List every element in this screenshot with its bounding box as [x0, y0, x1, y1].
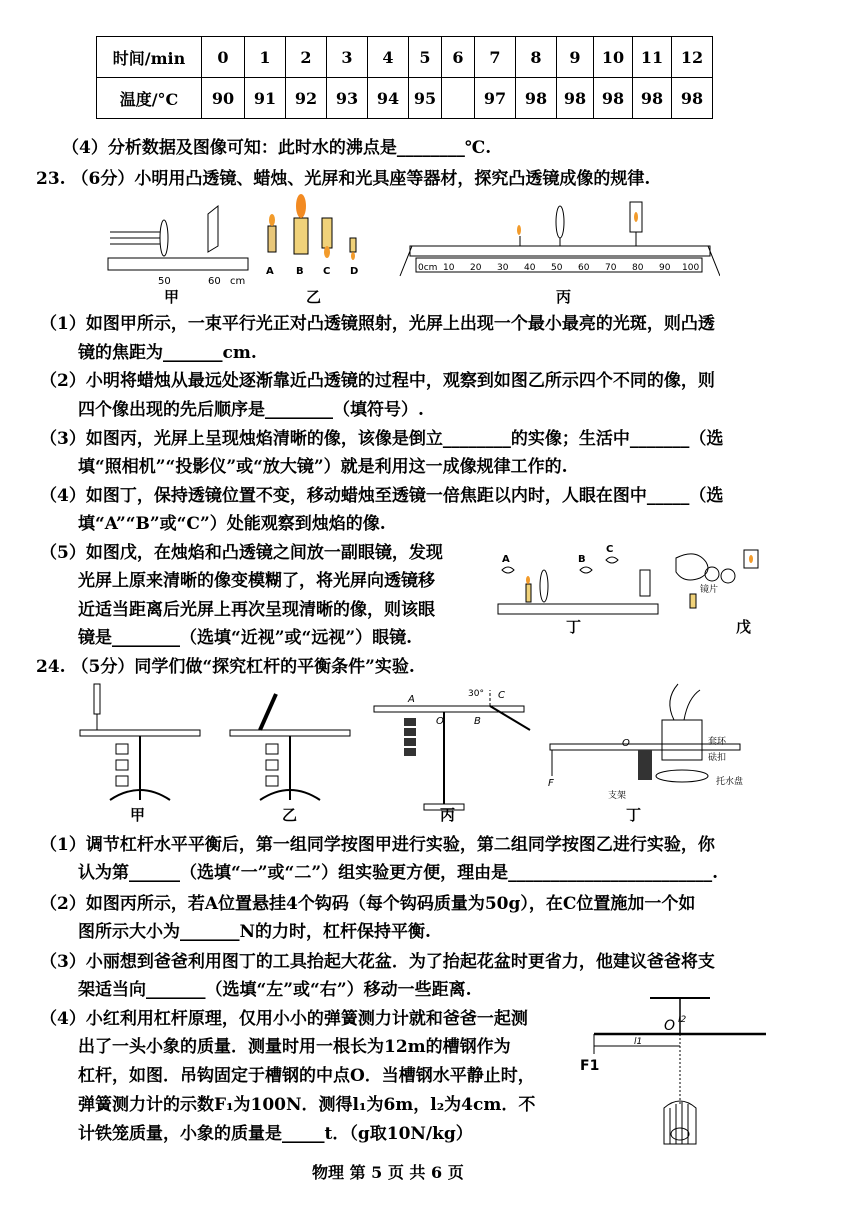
- table-cell: 10: [594, 37, 633, 78]
- figure-label-jia: 甲: [164, 288, 180, 306]
- q24-part2a: （2）如图丙所示，若A位置悬挂4个钩码（每个钩码质量为50g），在C位置施加一个如: [40, 894, 696, 914]
- figure-jia-lens-bench: [108, 206, 248, 287]
- q23-part1b: 镜的焦距为_______cm.: [78, 343, 257, 363]
- table-cell: 98: [594, 78, 633, 119]
- letter-label: A: [408, 694, 415, 705]
- letter-label: C: [323, 266, 331, 277]
- letter-label: F1: [580, 1058, 600, 1074]
- table-header-temp: 温度/°C: [97, 78, 202, 119]
- table-cell: 12: [672, 37, 713, 78]
- part-label: 托水盘: [716, 777, 744, 787]
- table-cell: 3: [327, 37, 368, 78]
- figure-jia-lever-vertical: [80, 684, 200, 800]
- table-cell: 0: [202, 37, 245, 78]
- tick-label: 100: [682, 263, 700, 273]
- letter-label: D: [350, 266, 359, 277]
- tick-label: 80: [632, 263, 644, 273]
- figure-yi-candle-images: [266, 194, 358, 277]
- angle-label: 30°: [468, 689, 484, 699]
- table-cell: 94: [368, 78, 409, 119]
- letter-label: C: [498, 690, 505, 701]
- tick-label: 50: [551, 263, 563, 273]
- table-cell: 97: [475, 78, 516, 119]
- figure-label-ding: 丁: [626, 806, 642, 824]
- letter-label: B: [296, 266, 304, 277]
- figure-yi-lever-angled: [230, 694, 350, 800]
- table-cell: 98: [557, 78, 594, 119]
- letter-label: l1: [634, 1037, 643, 1047]
- figure-label-yi: 乙: [306, 288, 322, 306]
- eye-icon: [606, 557, 618, 563]
- q23-part5b: 光屏上原来清晰的像变模糊了，将光屏向透镜移: [78, 571, 435, 591]
- letter-label: O: [436, 716, 444, 727]
- tick-label: 0cm: [418, 263, 438, 273]
- tick-label: 90: [659, 263, 671, 273]
- letter-label: A: [266, 266, 274, 277]
- q24-figures: [70, 680, 790, 820]
- table-cell: 7: [475, 37, 516, 78]
- table-cell: 4: [368, 37, 409, 78]
- letter-label: O: [622, 738, 630, 749]
- letter-label: O: [664, 1018, 676, 1034]
- q23-part5d: 镜是________（选填“近视”或“远视”）眼镜.: [78, 628, 413, 648]
- q23-title: 23. （6分）小明用凸透镜、蜡烛、光屏和光具座等器材，探究凸透镜成像的规律.: [36, 169, 651, 189]
- q23-part4b: 填“A”“B”或“C”）处能观察到烛焰的像.: [78, 514, 386, 534]
- table-header-time: 时间/min: [97, 37, 202, 78]
- q23-part4a: （4）如图丁，保持透镜位置不变，移动蜡烛至透镜一倍焦距以内时，人眼在图中_____（选: [40, 486, 724, 506]
- figure-label-bing: 丙: [556, 288, 572, 306]
- figure-label-wu: 戊: [736, 618, 752, 636]
- figure-bing-optical-bench: [400, 202, 720, 276]
- q23-figures: [100, 192, 720, 302]
- table-cell: 8: [516, 37, 557, 78]
- q24-part4c: 杠杆，如图．吊钩固定于槽钢的中点O．当槽钢水平静止时，: [78, 1066, 535, 1086]
- figure-label-yi: 乙: [282, 806, 298, 824]
- table-cell: [442, 78, 475, 119]
- letter-label: B: [578, 554, 586, 565]
- table-cell: 9: [557, 37, 594, 78]
- tick-label: 60: [578, 263, 590, 273]
- page-footer: 物理 第 5 页 共 6 页: [312, 1163, 464, 1182]
- q24-part4b: 出了一头小象的质量．测量时用一根长为12m的槽钢作为: [78, 1037, 511, 1057]
- table-cell: 98: [672, 78, 713, 119]
- table-cell: 5: [409, 37, 442, 78]
- eye-icon: [580, 567, 592, 573]
- q23-part5c: 近适当距离后光屏上再次呈现清晰的像，则该眼: [78, 600, 435, 620]
- q24-part2b: 图所示大小为_______N的力时，杠杆保持平衡.: [78, 922, 431, 942]
- q23-part1a: （1）如图甲所示，一束平行光正对凸透镜照射，光屏上出现一个最小最亮的光斑，则凸透: [40, 314, 715, 334]
- tick-label: cm: [230, 276, 246, 287]
- table-cell: 2: [286, 37, 327, 78]
- part-label: 套环: [708, 737, 727, 747]
- figure-wu-glasses: [676, 550, 758, 608]
- cage-icon: [664, 1101, 696, 1144]
- q23-part3b: 填“照相机”“投影仪”或“放大镜”）就是利用这一成像规律工作的.: [78, 457, 568, 477]
- lens-label: 镜片: [700, 585, 719, 595]
- q23-part2b: 四个像出现的先后顺序是________（填符号）.: [78, 400, 424, 420]
- q24-title: 24. （5分）同学们做“探究杠杆的平衡条件”实验.: [36, 657, 415, 677]
- tick-label: 10: [443, 263, 455, 273]
- figure-elephant-lever: [576, 996, 776, 1146]
- part-label: 支架: [608, 791, 627, 801]
- q24-part1a: （1）调节杠杆水平平衡后，第一组同学按图甲进行实验，第二组同学按图乙进行实验，你: [40, 835, 715, 855]
- q24-part4d: 弹簧测力计的示数F₁为100N．测得l₁为6m，l₂为4cm．不: [78, 1095, 536, 1115]
- table-cell: 98: [516, 78, 557, 119]
- q22-part4: （4）分析数据及图像可知：此时水的沸点是________℃.: [62, 138, 492, 158]
- figure-label-ding: 丁: [566, 618, 582, 636]
- figure-label-bing: 丙: [440, 806, 456, 824]
- table-cell: 6: [442, 37, 475, 78]
- q24-part4e: 计铁笼质量，小象的质量是_____t．（g取10N/kg）: [78, 1124, 473, 1144]
- table-cell: 91: [245, 78, 286, 119]
- letter-label: B: [474, 716, 481, 727]
- q23-part2a: （2）小明将蜡烛从最远处逐渐靠近凸透镜的过程中，观察到如图乙所示四个不同的像，则: [40, 371, 715, 391]
- tick-label: 30: [497, 263, 509, 273]
- table-cell: 92: [286, 78, 327, 119]
- q24-part3a: （3）小丽想到爸爸利用图丁的工具抬起大花盆．为了抬起花盆时更省力，他建议爸爸将支: [40, 952, 715, 972]
- tick-label: 60: [208, 276, 221, 287]
- table-cell: 93: [327, 78, 368, 119]
- eye-icon: [502, 567, 514, 573]
- letter-label: l2: [678, 1015, 687, 1025]
- figure-ding-eye-positions: [498, 544, 658, 614]
- part-label: 砝扣: [708, 753, 727, 763]
- letter-label: F: [548, 778, 554, 789]
- table-cell: 1: [245, 37, 286, 78]
- q23-part3a: （3）如图丙，光屏上呈现烛焰清晰的像，该像是倒立________的实像；生活中_______（选: [40, 429, 724, 449]
- q23-part5a: （5）如图戊，在烛焰和凸透镜之间放一副眼镜，发现: [40, 543, 443, 563]
- figure-bing-lever-30deg: [374, 689, 530, 810]
- q24-part3b: 架适当向_______（选填“左”或“右”）移动一些距离.: [78, 980, 472, 1000]
- tick-label: 70: [605, 263, 617, 273]
- temperature-table: [96, 36, 713, 119]
- table-cell: 95: [409, 78, 442, 119]
- table-cell: 11: [633, 37, 672, 78]
- q24-part4a: （4）小红利用杠杆原理，仅用小小的弹簧测力计就和爸爸一起测: [40, 1009, 528, 1029]
- tick-label: 50: [158, 276, 171, 287]
- letter-label: A: [502, 554, 510, 565]
- table-cell: 98: [633, 78, 672, 119]
- tick-label: 20: [470, 263, 482, 273]
- figure-ding-flowerpot-lever: [548, 684, 743, 801]
- figure-label-jia: 甲: [130, 806, 146, 824]
- q24-part1b: 认为第______（选填“一”或“二”）组实验更方便，理由是________________________.: [78, 863, 719, 883]
- letter-label: C: [606, 544, 614, 555]
- tick-label: 40: [524, 263, 536, 273]
- table-cell: 90: [202, 78, 245, 119]
